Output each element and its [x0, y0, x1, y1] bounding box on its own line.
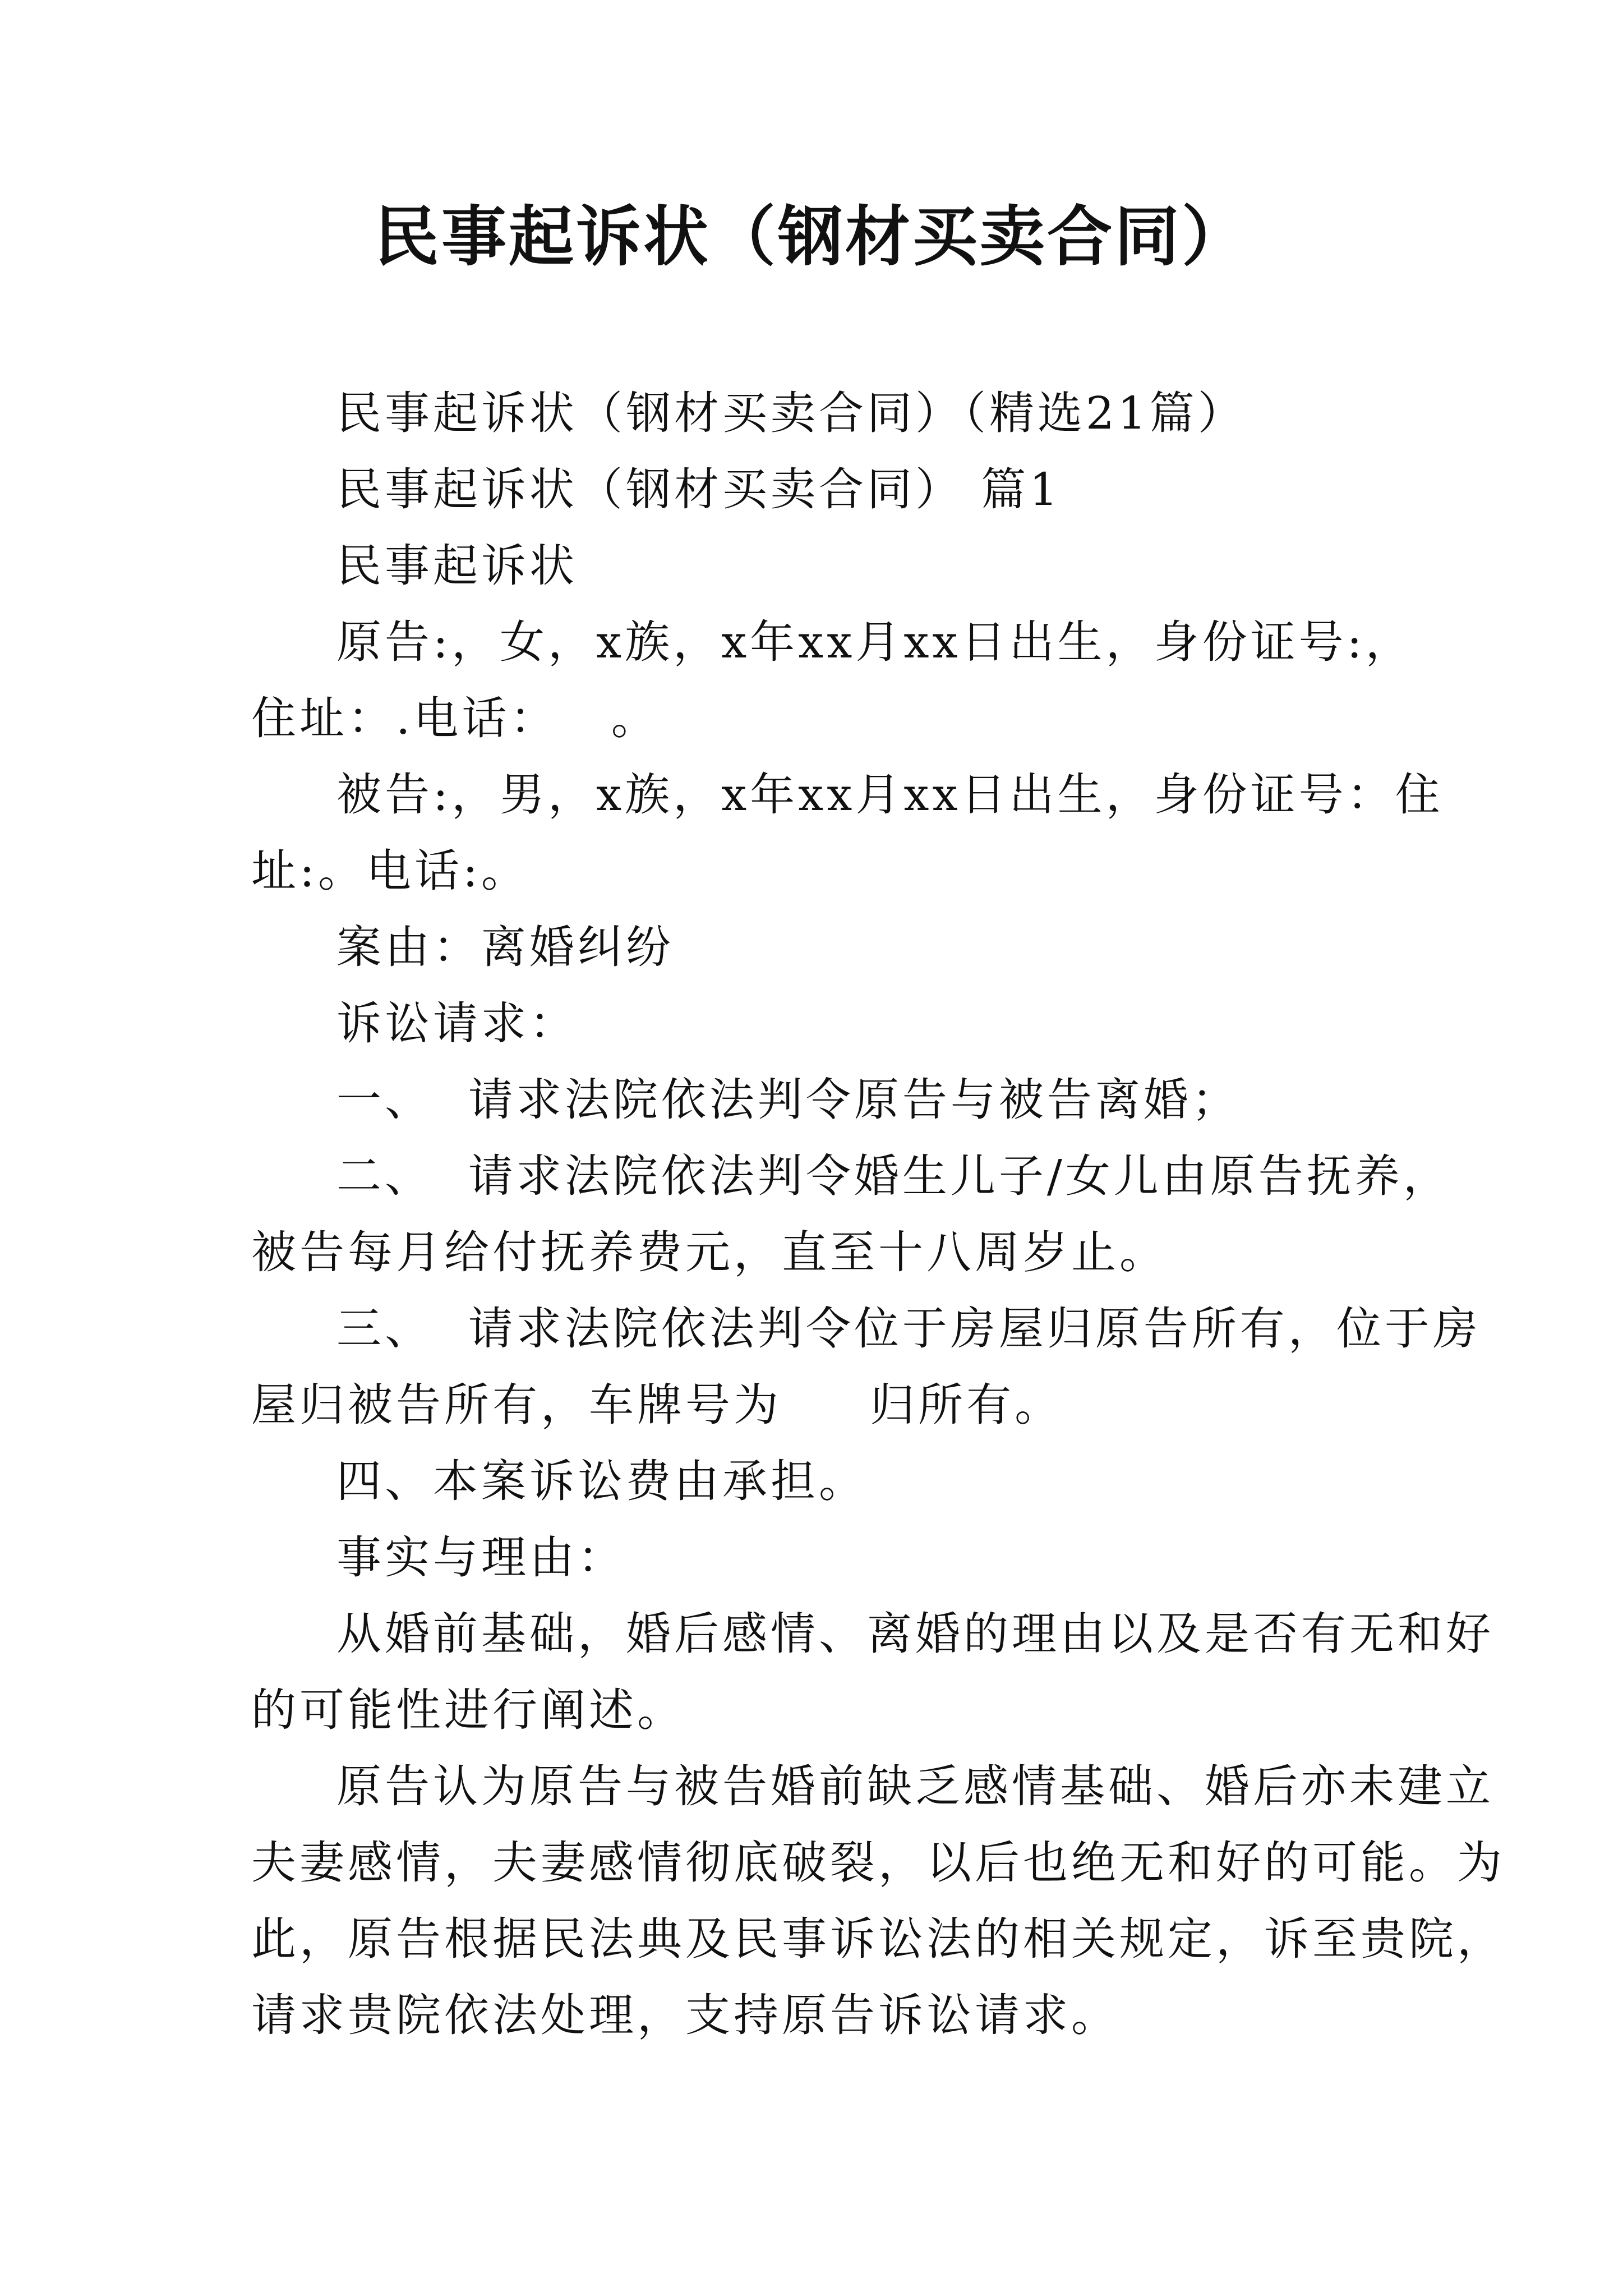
- claims-heading: 诉讼请求：: [336, 997, 578, 1050]
- claim-item-1: 一、 请求法院依法判令原告与被告离婚；: [336, 1074, 1240, 1126]
- facts-paragraph-2-cont: 夫妻感情，夫妻感情彻底破裂，以后也绝无和好的可能。为: [251, 1837, 1505, 1889]
- claim-item-3: 三、 请求法院依法判令位于房屋归原告所有，位于房: [336, 1303, 1481, 1355]
- facts-paragraph-1: 从婚前基础，婚后感情、离婚的理由以及是否有无和好: [336, 1608, 1494, 1660]
- claim-item-3-cont: 屋归被告所有，车牌号为 归所有。: [251, 1379, 1063, 1431]
- defendant-address-line: 址:。电话:。: [251, 845, 529, 897]
- doc-type-line: 民事起诉状: [336, 540, 578, 592]
- claim-item-4: 四、本案诉讼费由承担。: [336, 1455, 867, 1507]
- case-cause-line: 案由：离婚纠纷: [336, 921, 674, 973]
- defendant-line: 被告:，男，x族，x年xx月xx日出生，身份证号：住: [336, 769, 1444, 821]
- document-title: 民事起诉状（钢材买卖合同）: [374, 199, 1249, 275]
- plaintiff-address-line: 住址：.电话： 。: [251, 692, 660, 744]
- facts-paragraph-2-cont: 请求贵院依法处理，支持原告诉讼请求。: [251, 1989, 1119, 2041]
- section-heading: 民事起诉状（钢材买卖合同） 篇1: [336, 463, 1062, 516]
- facts-paragraph-2-cont: 此，原告根据民法典及民事诉讼法的相关规定，诉至贵院，: [251, 1913, 1505, 1965]
- facts-paragraph-2: 原告认为原告与被告婚前缺乏感情基础、婚后亦未建立: [336, 1760, 1494, 1812]
- claim-item-2-cont: 被告每月给付抚养费元，直至十八周岁止。: [251, 1226, 1168, 1278]
- plaintiff-line: 原告:，女，x族，x年xx月xx日出生，身份证号:，: [336, 616, 1414, 668]
- claim-item-2: 二、 请求法院依法判令婚生儿子/女儿由原告抚养，: [336, 1150, 1451, 1202]
- facts-heading: 事实与理由：: [336, 1531, 626, 1584]
- subtitle-line: 民事起诉状（钢材买卖合同）（精选21篇）: [336, 387, 1246, 439]
- facts-paragraph-1-cont: 的可能性进行阐述。: [251, 1684, 685, 1736]
